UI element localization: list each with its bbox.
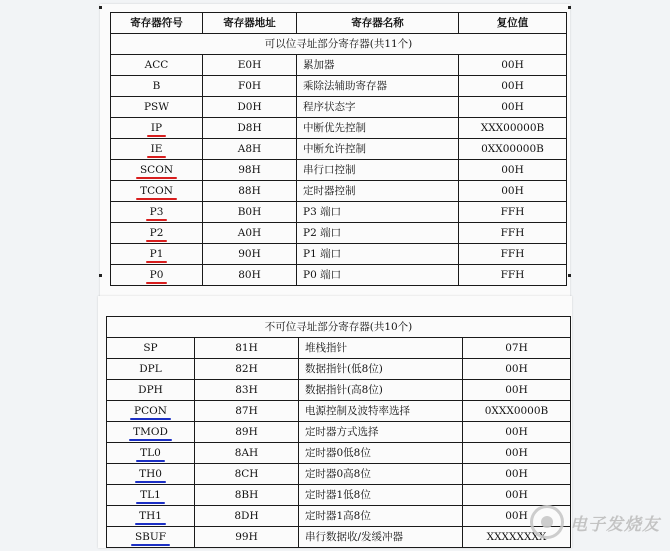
register-name-cell — [297, 160, 459, 181]
register-symbol: IP — [151, 118, 162, 138]
register-reset-value-cell — [459, 76, 567, 97]
register-symbol: TMOD — [133, 422, 168, 442]
section-title-row — [111, 34, 567, 55]
table-row — [107, 380, 571, 401]
register-symbol: TH1 — [139, 506, 162, 526]
register-name-cell — [297, 139, 459, 160]
scan-corner-mark — [99, 274, 102, 277]
register-address: A0H — [237, 227, 262, 239]
register-symbol-cell — [107, 506, 195, 527]
register-reset-value: 00H — [505, 489, 528, 501]
register-name-cell — [297, 223, 459, 244]
register-name: P2 端口 — [303, 227, 342, 239]
register-name: P0 端口 — [303, 269, 342, 281]
scan-corner-mark — [99, 6, 102, 9]
register-address-cell — [203, 97, 297, 118]
register-symbol: SP — [143, 342, 158, 354]
register-reset-value-cell — [463, 359, 571, 380]
table-row — [107, 527, 571, 548]
register-symbol: DPH — [138, 384, 163, 396]
register-symbol-cell — [111, 181, 203, 202]
scan-corner-mark — [568, 274, 571, 277]
register-symbol-cell — [111, 223, 203, 244]
register-address-cell — [203, 265, 297, 286]
register-address-cell — [195, 464, 299, 485]
register-name-cell — [297, 76, 459, 97]
register-address: F0H — [237, 80, 262, 92]
register-name: 定时器1低8位 — [305, 489, 371, 501]
register-reset-value-cell — [463, 401, 571, 422]
register-address: 87H — [235, 405, 258, 417]
register-name-cell — [299, 464, 463, 485]
register-symbol-cell — [107, 527, 195, 548]
register-address: E0H — [237, 59, 262, 71]
table-row — [111, 139, 567, 160]
register-reset-value: 00H — [505, 426, 528, 438]
table-row — [107, 464, 571, 485]
header-name: 寄存器名称 — [297, 13, 459, 34]
register-address-cell — [195, 380, 299, 401]
register-name-cell — [297, 244, 459, 265]
table-row — [111, 76, 567, 97]
register-reset-value-cell — [459, 55, 567, 76]
header-reset-value: 复位值 — [459, 13, 567, 34]
bit-addressable-register-table — [110, 12, 567, 286]
register-symbol: TCON — [140, 181, 173, 201]
register-address: 89H — [235, 426, 258, 438]
register-symbol-cell — [107, 485, 195, 506]
table-row — [107, 443, 571, 464]
section-title-row — [107, 317, 571, 338]
register-address-cell — [203, 223, 297, 244]
register-reset-value: XXX00000B — [480, 122, 545, 134]
register-reset-value-cell — [459, 265, 567, 286]
table-row — [107, 359, 571, 380]
register-symbol: B — [152, 80, 161, 92]
register-reset-value-cell — [459, 160, 567, 181]
register-reset-value: 07H — [505, 342, 528, 354]
register-reset-value: FFH — [500, 227, 525, 239]
register-address-cell — [195, 485, 299, 506]
register-reset-value: 00H — [505, 363, 528, 375]
register-address-cell — [203, 139, 297, 160]
register-name-cell — [299, 401, 463, 422]
register-address-cell — [195, 359, 299, 380]
register-reset-value: 00H — [501, 59, 524, 71]
register-reset-value-cell — [459, 118, 567, 139]
header-row — [111, 13, 567, 34]
register-reset-value-cell — [459, 244, 567, 265]
register-address: A8H — [237, 143, 262, 155]
register-reset-value-cell — [463, 422, 571, 443]
register-reset-value: 00H — [501, 164, 524, 176]
register-name: 程序状态字 — [303, 101, 356, 113]
register-name-cell — [297, 118, 459, 139]
watermark-logo-icon — [530, 505, 564, 539]
table-row — [111, 160, 567, 181]
table-row — [111, 97, 567, 118]
register-address: D0H — [237, 101, 262, 113]
register-symbol-cell — [111, 55, 203, 76]
register-name: P1 端口 — [303, 248, 342, 260]
register-reset-value: 00H — [501, 101, 524, 113]
register-reset-value-cell — [459, 202, 567, 223]
register-symbol: P3 — [150, 202, 164, 222]
scan-page-top — [100, 4, 570, 298]
register-symbol-cell — [107, 464, 195, 485]
register-reset-value-cell — [463, 380, 571, 401]
register-symbol-cell — [111, 265, 203, 286]
register-reset-value: 00H — [501, 185, 524, 197]
register-name: 中断优先控制 — [303, 122, 366, 134]
register-name-cell — [297, 97, 459, 118]
register-name: 乘除法辅助寄存器 — [303, 80, 387, 92]
register-name-cell — [297, 181, 459, 202]
register-address: 8CH — [234, 468, 259, 480]
register-reset-value-cell — [459, 97, 567, 118]
register-symbol: SBUF — [135, 527, 166, 547]
register-symbol-cell — [111, 160, 203, 181]
site-watermark — [530, 500, 668, 544]
register-address: 82H — [235, 363, 258, 375]
table2-body — [107, 317, 571, 548]
register-address: D8H — [237, 122, 262, 134]
register-reset-value-cell — [459, 223, 567, 244]
register-name: 定时器控制 — [303, 185, 356, 197]
section2-title: 不可位寻址部分寄存器(共10个) — [107, 317, 571, 338]
table-row — [111, 202, 567, 223]
register-symbol-cell — [107, 338, 195, 359]
register-address: 81H — [235, 342, 258, 354]
register-symbol-cell — [111, 118, 203, 139]
register-name-cell — [297, 265, 459, 286]
register-address: 8DH — [234, 510, 259, 522]
register-name: P3 端口 — [303, 206, 342, 218]
register-symbol-cell — [111, 97, 203, 118]
register-reset-value: 00H — [505, 510, 528, 522]
register-address-cell — [203, 76, 297, 97]
register-name-cell — [299, 422, 463, 443]
table-row — [111, 55, 567, 76]
register-symbol: TL1 — [140, 485, 161, 505]
register-symbol-cell — [111, 244, 203, 265]
register-address-cell — [195, 422, 299, 443]
register-name: 串行数据收/发缓冲器 — [305, 531, 404, 543]
register-address: 83H — [235, 384, 258, 396]
table-row — [107, 338, 571, 359]
register-symbol: P2 — [150, 223, 164, 243]
watermark-text: 电子发烧友 — [570, 514, 660, 535]
register-name: 数据指针(低8位) — [305, 363, 383, 375]
register-name: 定时器0低8位 — [305, 447, 371, 459]
register-name-cell — [299, 443, 463, 464]
register-name: 串行口控制 — [303, 164, 356, 176]
register-address-cell — [203, 118, 297, 139]
register-symbol: DPL — [139, 363, 162, 375]
register-reset-value: 0XX00000B — [481, 143, 544, 155]
register-symbol: PCON — [134, 401, 167, 421]
register-reset-value: 00H — [505, 468, 528, 480]
table-row — [111, 244, 567, 265]
register-name: 定时器0高8位 — [305, 468, 371, 480]
register-name-cell — [299, 380, 463, 401]
register-symbol: P0 — [150, 265, 164, 285]
register-reset-value: FFH — [500, 269, 525, 281]
table-row — [107, 485, 571, 506]
register-address: B0H — [237, 206, 262, 218]
register-symbol: IE — [151, 139, 163, 159]
register-name-cell — [297, 55, 459, 76]
scan-page-bottom — [98, 296, 572, 548]
register-reset-value: 00H — [505, 447, 528, 459]
register-address-cell — [195, 401, 299, 422]
register-name-cell — [299, 338, 463, 359]
table1-body — [111, 13, 567, 286]
register-address: 80H — [238, 269, 261, 281]
table-row — [111, 181, 567, 202]
register-symbol-cell — [107, 380, 195, 401]
register-name-cell — [297, 202, 459, 223]
register-reset-value-cell — [463, 464, 571, 485]
register-reset-value-cell — [459, 181, 567, 202]
register-address-cell — [195, 443, 299, 464]
table-row — [111, 223, 567, 244]
register-name-cell — [299, 527, 463, 548]
register-name: 中断允许控制 — [303, 143, 366, 155]
register-symbol: PSW — [143, 101, 170, 113]
register-symbol-cell — [107, 422, 195, 443]
table-row — [107, 506, 571, 527]
register-address: 99H — [235, 531, 258, 543]
section1-title: 可以位寻址部分寄存器(共11个) — [111, 34, 567, 55]
register-address-cell — [203, 55, 297, 76]
register-reset-value: 0XXX0000B — [484, 405, 549, 417]
register-symbol-cell — [111, 202, 203, 223]
register-symbol-cell — [107, 401, 195, 422]
register-name: 堆栈指针 — [305, 342, 347, 354]
register-address-cell — [195, 506, 299, 527]
register-name: 累加器 — [303, 59, 335, 71]
register-address-cell — [203, 160, 297, 181]
register-name: 电源控制及波特率选择 — [305, 405, 410, 417]
register-symbol-cell — [111, 76, 203, 97]
register-name: 定时器方式选择 — [305, 426, 379, 438]
register-address: 98H — [238, 164, 261, 176]
register-address: 8AH — [234, 447, 259, 459]
register-symbol: TH0 — [139, 464, 162, 484]
register-name-cell — [299, 506, 463, 527]
register-address: 88H — [238, 185, 261, 197]
register-symbol: SCON — [140, 160, 173, 180]
register-address-cell — [195, 527, 299, 548]
register-reset-value: FFH — [500, 206, 525, 218]
table-row — [107, 422, 571, 443]
register-address-cell — [203, 244, 297, 265]
header-address: 寄存器地址 — [203, 13, 297, 34]
table-row — [111, 118, 567, 139]
register-symbol: P1 — [150, 244, 164, 264]
header-symbol: 寄存器符号 — [111, 13, 203, 34]
register-name: 定时器1高8位 — [305, 510, 371, 522]
register-address-cell — [203, 202, 297, 223]
register-symbol: TL0 — [140, 443, 161, 463]
register-reset-value-cell — [459, 139, 567, 160]
register-reset-value-cell — [463, 443, 571, 464]
register-address: 8BH — [234, 489, 259, 501]
register-address: 90H — [238, 248, 261, 260]
table-row — [107, 401, 571, 422]
register-name-cell — [299, 359, 463, 380]
table-row — [111, 265, 567, 286]
register-reset-value-cell — [463, 338, 571, 359]
register-symbol: ACC — [144, 59, 169, 71]
register-address-cell — [195, 338, 299, 359]
register-name: 数据指针(高8位) — [305, 384, 383, 396]
register-reset-value: FFH — [500, 248, 525, 260]
register-reset-value: XXXXXXXX — [486, 531, 547, 543]
register-name-cell — [299, 485, 463, 506]
scan-corner-mark — [568, 6, 571, 9]
register-reset-value: 00H — [501, 80, 524, 92]
register-symbol-cell — [111, 139, 203, 160]
register-symbol-cell — [107, 443, 195, 464]
non-bit-addressable-register-table — [106, 316, 571, 548]
register-symbol-cell — [107, 359, 195, 380]
register-reset-value: 00H — [505, 384, 528, 396]
register-address-cell — [203, 181, 297, 202]
